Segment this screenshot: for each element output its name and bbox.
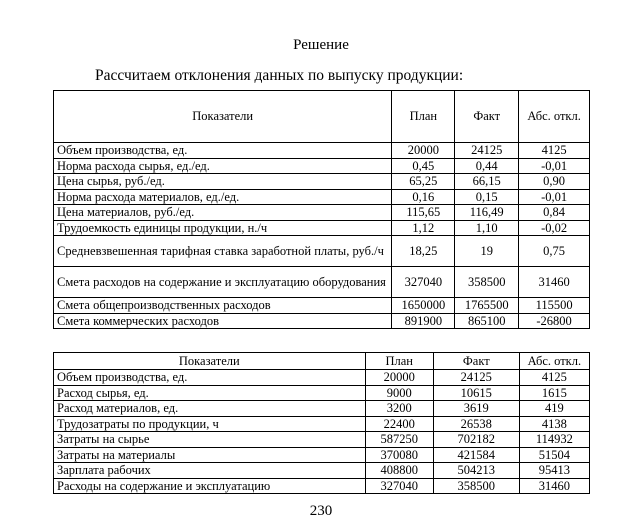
cell-abs-deviation: 31460 [519, 267, 590, 298]
table-row [54, 174, 590, 190]
cell-plan: 370080 [365, 447, 433, 463]
cell-indicator: Расход материалов, ед. [54, 401, 366, 417]
cell-plan: 18,25 [392, 236, 455, 267]
cell-plan: 65,25 [392, 174, 455, 190]
cell-plan: 22400 [365, 416, 433, 432]
cell-fact: 0,44 [455, 158, 519, 174]
cell-fact: 0,15 [455, 189, 519, 205]
table-header-row [54, 353, 590, 370]
cell-indicator: Цена материалов, руб./ед. [54, 205, 392, 221]
cell-indicator: Расходы на содержание и эксплуатацию [54, 478, 366, 494]
table-row [54, 370, 590, 386]
cell-fact: 702182 [433, 432, 519, 448]
cell-abs-deviation: 114932 [519, 432, 589, 448]
cell-indicator: Объем производства, ед. [54, 143, 392, 159]
cell-plan: 327040 [365, 478, 433, 494]
table-row [54, 298, 590, 314]
cell-abs-deviation: 95413 [519, 463, 589, 479]
cell-plan: 327040 [392, 267, 455, 298]
cell-abs-deviation: 0,75 [519, 236, 590, 267]
cell-fact: 19 [455, 236, 519, 267]
cell-indicator: Трудоемкость единицы продукции, н./ч [54, 220, 392, 236]
intro-text: Рассчитаем отклонения данных по выпуску продукции: [95, 67, 464, 84]
table-row [54, 385, 590, 401]
cell-plan: 20000 [365, 370, 433, 386]
cell-plan: 0,16 [392, 189, 455, 205]
cell-plan: 587250 [365, 432, 433, 448]
table-row [54, 236, 590, 267]
cell-indicator: Средневзвешенная тарифная ставка заработной платы, руб./ч [54, 236, 392, 267]
header-indicators: Показатели [54, 353, 366, 370]
header-indicators: Показатели [54, 91, 392, 143]
cell-fact: 358500 [433, 478, 519, 494]
cell-indicator: Зарплата рабочих [54, 463, 366, 479]
cell-plan: 115,65 [392, 205, 455, 221]
deviation-table-2 [53, 352, 590, 494]
cell-abs-deviation: -26800 [519, 313, 590, 329]
cell-plan: 891900 [392, 313, 455, 329]
table-row [54, 447, 590, 463]
cell-indicator: Норма расхода сырья, ед./ед. [54, 158, 392, 174]
cell-indicator: Смета общепроизводственных расходов [54, 298, 392, 314]
cell-fact: 116,49 [455, 205, 519, 221]
table-row [54, 189, 590, 205]
cell-fact: 66,15 [455, 174, 519, 190]
cell-indicator: Норма расхода материалов, ед./ед. [54, 189, 392, 205]
cell-indicator: Расход сырья, ед. [54, 385, 366, 401]
cell-abs-deviation: 1615 [519, 385, 589, 401]
header-plan: План [365, 353, 433, 370]
header-abs-deviation: Абс. откл. [519, 91, 590, 143]
cell-indicator: Цена сырья, руб./ед. [54, 174, 392, 190]
cell-indicator: Объем производства, ед. [54, 370, 366, 386]
table-row [54, 401, 590, 417]
cell-fact: 3619 [433, 401, 519, 417]
deviation-table-1 [53, 90, 590, 329]
header-abs-deviation: Абс. откл. [519, 353, 589, 370]
cell-abs-deviation: 4138 [519, 416, 589, 432]
cell-fact: 26538 [433, 416, 519, 432]
cell-abs-deviation: 51504 [519, 447, 589, 463]
cell-plan: 20000 [392, 143, 455, 159]
cell-indicator: Затраты на материалы [54, 447, 366, 463]
cell-abs-deviation: 0,84 [519, 205, 590, 221]
table-row [54, 267, 590, 298]
header-fact: Факт [455, 91, 519, 143]
table-row [54, 143, 590, 159]
table-row [54, 220, 590, 236]
table-row [54, 205, 590, 221]
cell-indicator: Смета расходов на содержание и эксплуатацию оборудования [54, 267, 392, 298]
table-row [54, 478, 590, 494]
cell-abs-deviation: -0,02 [519, 220, 590, 236]
table-row [54, 313, 590, 329]
cell-indicator: Смета коммерческих расходов [54, 313, 392, 329]
cell-abs-deviation: 115500 [519, 298, 590, 314]
cell-fact: 421584 [433, 447, 519, 463]
cell-plan: 1650000 [392, 298, 455, 314]
cell-fact: 24125 [455, 143, 519, 159]
cell-abs-deviation: 419 [519, 401, 589, 417]
cell-plan: 408800 [365, 463, 433, 479]
cell-fact: 865100 [455, 313, 519, 329]
cell-plan: 3200 [365, 401, 433, 417]
table-row [54, 463, 590, 479]
cell-fact: 1,10 [455, 220, 519, 236]
cell-indicator: Трудозатраты по продукции, ч [54, 416, 366, 432]
header-fact: Факт [433, 353, 519, 370]
cell-plan: 1,12 [392, 220, 455, 236]
cell-fact: 10615 [433, 385, 519, 401]
cell-indicator: Затраты на сырье [54, 432, 366, 448]
table-row [54, 416, 590, 432]
cell-abs-deviation: 4125 [519, 143, 590, 159]
cell-fact: 358500 [455, 267, 519, 298]
cell-abs-deviation: 31460 [519, 478, 589, 494]
cell-abs-deviation: -0,01 [519, 189, 590, 205]
section-heading: Решение [293, 37, 349, 53]
table-header-row [54, 91, 590, 143]
cell-plan: 0,45 [392, 158, 455, 174]
table-row [54, 432, 590, 448]
cell-fact: 1765500 [455, 298, 519, 314]
header-plan: План [392, 91, 455, 143]
cell-fact: 24125 [433, 370, 519, 386]
cell-fact: 504213 [433, 463, 519, 479]
page-number: 230 [309, 503, 333, 519]
cell-abs-deviation: 4125 [519, 370, 589, 386]
cell-plan: 9000 [365, 385, 433, 401]
cell-abs-deviation: -0,01 [519, 158, 590, 174]
table-row [54, 158, 590, 174]
cell-abs-deviation: 0,90 [519, 174, 590, 190]
